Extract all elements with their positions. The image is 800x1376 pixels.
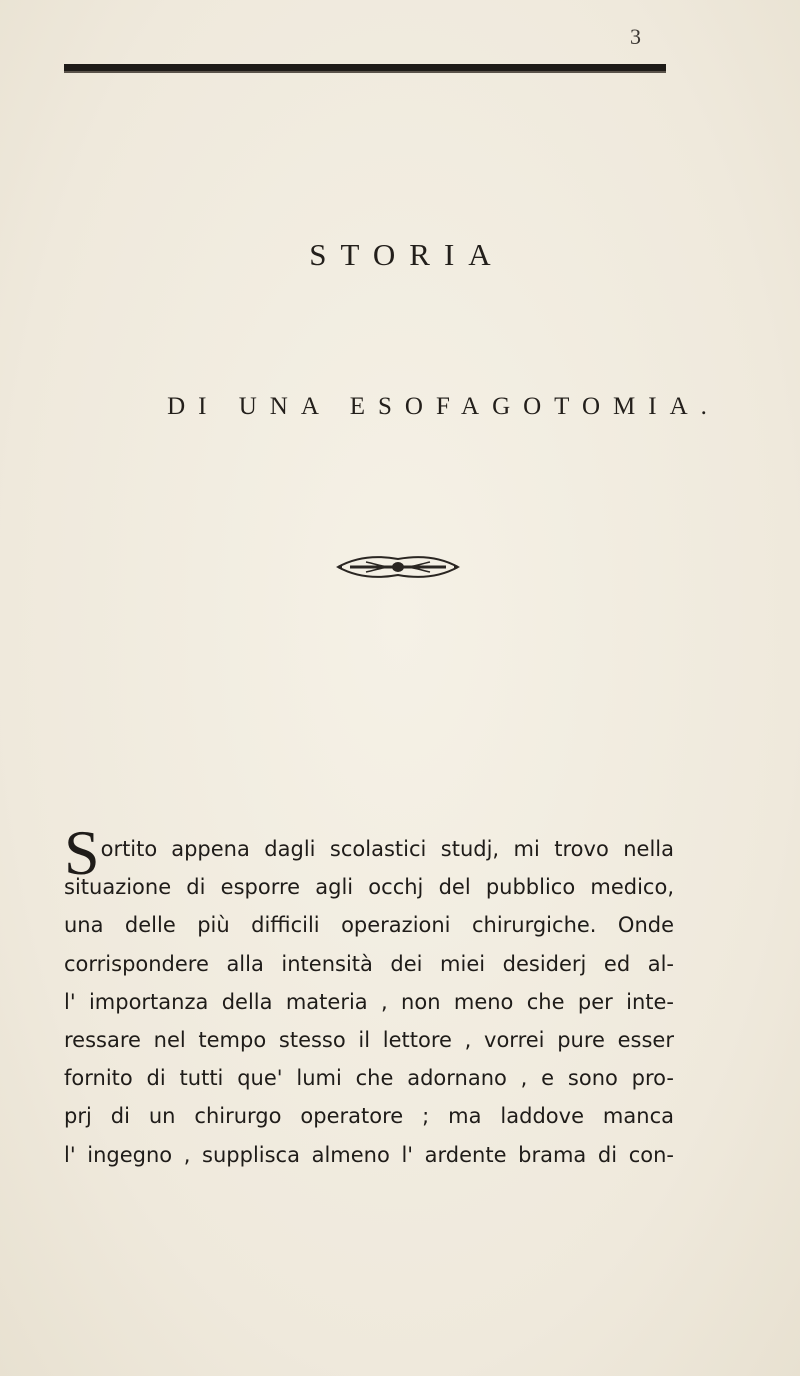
chapter-subtitle — [0, 365, 800, 449]
text-line-content: corrispondere alla intensità dei miei desiderj ed al- — [64, 951, 674, 976]
text-line — [64, 945, 674, 983]
header-rule — [64, 64, 666, 73]
text-line-content: l' ingegno , supplisca almeno l' ardente brama di con- — [64, 1142, 674, 1167]
text-line-content: ressare nel tempo stesso il lettore , vorrei pure esser — [64, 1027, 674, 1052]
text-line — [64, 868, 674, 906]
drop-cap: S — [64, 817, 100, 889]
text-line — [64, 1059, 674, 1097]
text-line-content: fornito di tutti que' lumi che adornano , e sono pro- — [64, 1066, 674, 1091]
text-line-content: l' importanza della materia , non meno che per inte- — [64, 989, 674, 1014]
text-line-content: una delle più difficili operazioni chirurgiche. Onde — [64, 913, 674, 938]
text-line — [64, 1021, 674, 1059]
text-line-content: situazione di esporre agli occhj del pubblico medico, — [64, 875, 674, 900]
text-line-content: prj di un chirurgo operatore ; ma laddove manca — [64, 1104, 674, 1129]
text-line — [64, 906, 674, 944]
opening-word-rest: ortito — [100, 836, 158, 861]
text-line — [64, 1097, 674, 1135]
opening-word — [64, 817, 158, 889]
chapter-title: STORIA — [309, 237, 505, 272]
body-paragraph — [64, 817, 674, 1174]
text-line — [64, 1136, 674, 1174]
subtitle-text: DI UNA ESOFAGOTOMIA. — [167, 393, 720, 420]
ornament-icon — [336, 553, 460, 581]
page-number: 3 — [630, 24, 641, 49]
text-line-content: appena dagli scolastici studj, mi trovo nella — [171, 837, 674, 861]
text-line — [64, 983, 674, 1021]
